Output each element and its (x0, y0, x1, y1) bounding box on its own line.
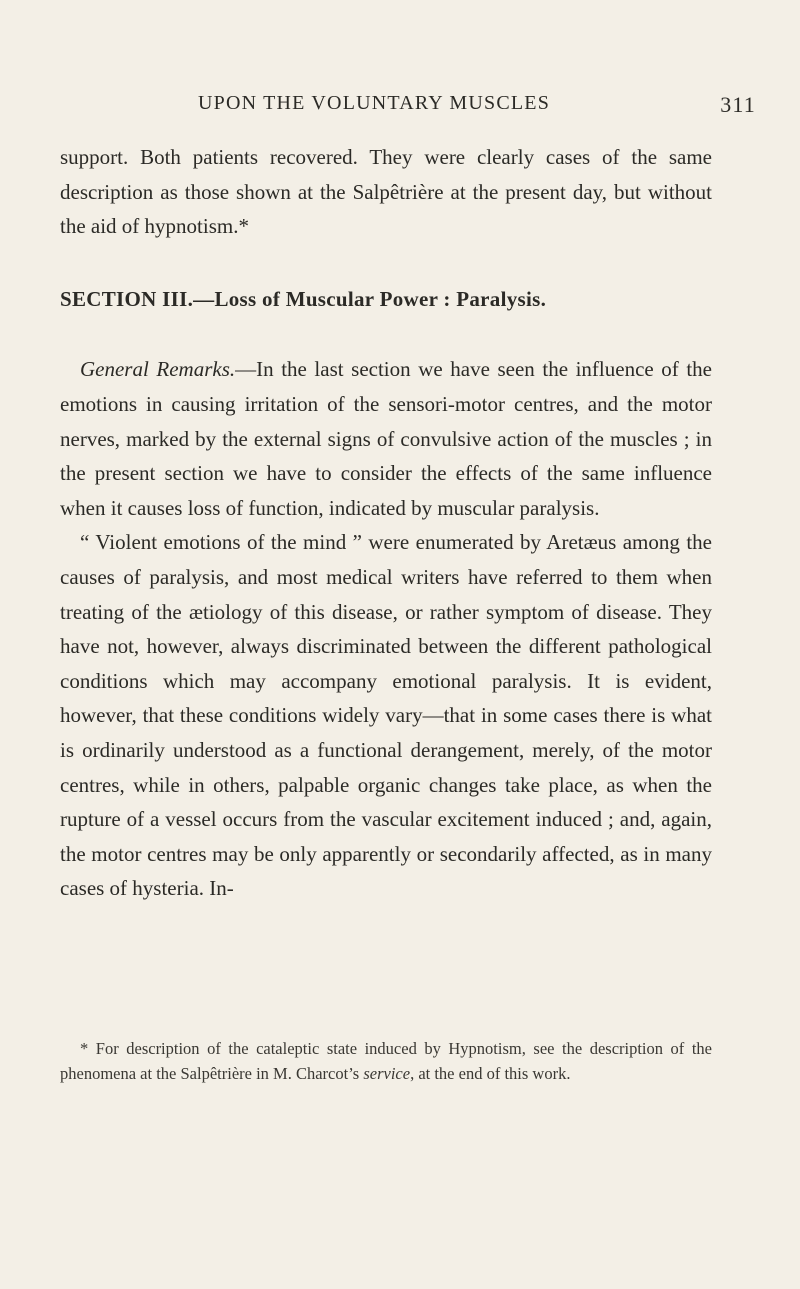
second-paragraph: “ Violent emotions of the mind ” were enumerated by Aretæus among the causes of paralysis, and most medical writers have referred to them when treating of the ætiology of this disease, or rather symptom of disease. They have not, however, always discriminated between the different pathological conditions which may accompany emotional paralysis. It is evident, however, that these conditions widely vary—that in some cases there is what is ordinarily understood as a functional derangement, merely, of the motor centres, while in others, palpable organic changes take place, as when the rupture of a vessel occurs from the vascular excitement induced ; and, again, the motor centres may be only apparently or secondarily affected, as in many cases of hysteria. In- (60, 530, 712, 901)
running-head-title: UPON THE VOLUNTARY MUSCLES (198, 92, 551, 114)
footnote-text (60, 1036, 712, 1086)
footnote-italic: service (363, 1064, 411, 1083)
body-text (60, 140, 712, 906)
general-remarks-text: —In the last section we have seen the influence of the emotions in causing irritation of the sensori-motor centres, and the motor nerves, marked by the external signs of convulsive action of the muscles ; in the present section we have to consider the effects of the same influence when it causes loss of function, indicated by muscular paralysis. (60, 357, 712, 520)
footnote-text-after: , at the end of this work. (410, 1064, 571, 1083)
general-remarks-paragraph (60, 352, 712, 525)
general-remarks-lead-in: General Remarks. (80, 357, 236, 382)
footnote-text-before: * For description of the cataleptic state induced by Hypnotism, see the description of the phenomena at the Salpêtrière in M. Charcot’s (60, 1039, 712, 1083)
section-heading: SECTION III.—Loss of Muscular Power : Paralysis. (60, 286, 547, 311)
opening-paragraph: support. Both patients recovered. They were clearly cases of the same description as those shown at the Salpêtrière at the present day, but without the aid of hypnotism.* (60, 145, 712, 239)
page-number: 311 (720, 92, 756, 117)
footnote (60, 1036, 712, 1086)
